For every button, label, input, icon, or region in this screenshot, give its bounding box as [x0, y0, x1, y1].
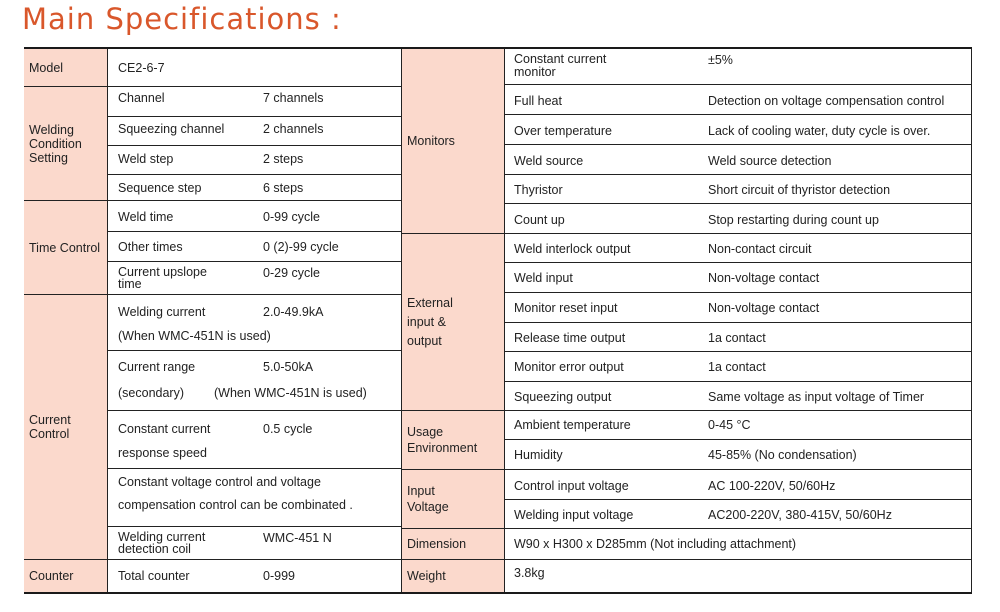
label-current-control: [24, 295, 108, 560]
table-row: [505, 560, 971, 592]
table-row: [108, 295, 401, 351]
label-text: Time Control: [29, 240, 101, 255]
table-row: [505, 204, 971, 234]
table-row: [505, 145, 971, 175]
label-text: Dimension: [407, 537, 467, 551]
row-value: 2 steps: [263, 152, 304, 166]
row-line: compensation control can be combinated .: [118, 498, 353, 512]
row-value: Non-contact circuit: [708, 242, 812, 256]
row-value: W90 x H300 x D285mm (Not including attachment): [514, 537, 797, 551]
row-name: Weld input: [514, 271, 573, 285]
row-name: Thyristor: [514, 183, 563, 197]
label-text: Welding Condition Setting: [29, 122, 82, 165]
row-note: (When WMC-451N is used): [214, 386, 367, 400]
row-name: Ambient temperature: [514, 418, 631, 432]
table-row: [505, 470, 971, 500]
table-row: [505, 382, 971, 411]
row-value: 0-29 cycle: [263, 266, 320, 280]
row-name: Squeezing channel: [118, 122, 225, 136]
row-value: Weld source detection: [708, 154, 832, 168]
row-value: ±5%: [708, 53, 733, 67]
row-value: Stop restarting during count up: [708, 213, 879, 227]
table-row: [505, 234, 971, 263]
row-name: Constant current: [118, 422, 211, 436]
table-row: [108, 87, 401, 117]
label-text: Monitors: [407, 134, 455, 148]
row-sub: response speed: [118, 446, 207, 460]
row-name: Monitor error output: [514, 360, 624, 374]
model-value: CE2-6-7: [118, 61, 165, 75]
label-welding-condition: [24, 87, 108, 201]
table-row: [505, 263, 971, 293]
label-text: Current Control: [29, 413, 71, 441]
spec-table: [24, 47, 972, 594]
table-row: [505, 500, 971, 529]
row-value: 45-85% (No condensation): [708, 448, 857, 462]
row-value: Detection on voltage compensation control: [708, 94, 945, 108]
label-text: External input & output: [407, 295, 453, 348]
row-value: 5.0-50kA: [263, 360, 314, 374]
row-value: 6 steps: [263, 181, 304, 195]
row-value: Non-voltage contact: [708, 271, 820, 285]
row-name: Constant current monitor: [514, 52, 607, 79]
row-name: Full heat: [514, 94, 562, 108]
table-row: [108, 527, 401, 560]
table-row: [505, 293, 971, 323]
row-value: 7 channels: [263, 91, 324, 105]
label-text: Usage Environment: [407, 425, 478, 455]
table-row: [108, 469, 401, 527]
label-text: Input Voltage: [407, 484, 449, 514]
row-value: AC 100-220V, 50/60Hz: [708, 479, 836, 493]
label-dimension: [402, 529, 505, 560]
label-time-control: [24, 201, 108, 295]
label-counter: [24, 560, 108, 592]
row-name: Sequence step: [118, 181, 202, 195]
row-value: Short circuit of thyristor detection: [708, 183, 891, 197]
row-value: 0-99 cycle: [263, 210, 320, 224]
label-input-voltage: [402, 470, 505, 529]
row-name: Welding current detection coil: [118, 530, 206, 556]
row-value: WMC-451 N: [263, 531, 332, 545]
row-name: Channel: [118, 91, 165, 105]
table-row: [108, 117, 401, 146]
row-value: Lack of cooling water, duty cycle is over.: [708, 124, 931, 138]
row-name: Over temperature: [514, 124, 612, 138]
row-name: Count up: [514, 213, 565, 227]
row-name: Welding current: [118, 305, 206, 319]
label-monitors: [402, 49, 505, 234]
row-line: Constant voltage control and voltage: [118, 475, 321, 489]
right-border: [971, 49, 972, 592]
row-value: 0 (2)-99 cycle: [263, 240, 339, 254]
table-row: [108, 351, 401, 411]
row-name: Control input voltage: [514, 479, 629, 493]
table-row: [505, 85, 971, 115]
table-row: [505, 175, 971, 204]
row-value: 0-999: [263, 569, 295, 583]
label-external-io: [402, 234, 505, 411]
table-row: [505, 529, 971, 560]
table-row: [108, 411, 401, 469]
label-text: Model: [29, 60, 64, 75]
row-name: Squeezing output: [514, 390, 612, 404]
row-name: Current range: [118, 360, 196, 374]
row-value: 2.0-49.9kA: [263, 305, 324, 319]
table-row: [108, 49, 401, 87]
table-row: [505, 411, 971, 440]
row-name: Monitor reset input: [514, 301, 618, 315]
row-name: Weld source: [514, 154, 584, 168]
row-value: AC200-220V, 380-415V, 50/60Hz: [708, 508, 892, 522]
label-model: [24, 49, 108, 87]
row-name: Humidity: [514, 448, 563, 462]
page-title: Main Specifications :: [22, 2, 342, 36]
table-row: [108, 201, 401, 232]
row-name: Weld step: [118, 152, 174, 166]
label-weight: [402, 560, 505, 592]
row-name: Other times: [118, 240, 183, 254]
row-value: Non-voltage contact: [708, 301, 820, 315]
row-name: Current upslope time: [118, 265, 207, 291]
row-name: Weld interlock output: [514, 242, 631, 256]
table-row: [505, 440, 971, 470]
row-value: 2 channels: [263, 122, 324, 136]
label-usage-environment: [402, 411, 505, 470]
table-row: [108, 232, 401, 262]
row-value: Same voltage as input voltage of Timer: [708, 390, 925, 404]
table-row: [505, 323, 971, 352]
table-row: [108, 175, 401, 201]
row-value: 0-45 °C: [708, 418, 751, 432]
row-note: (When WMC-451N is used): [118, 329, 271, 343]
row-name: Weld time: [118, 210, 174, 224]
table-row: [108, 560, 401, 592]
table-row: [505, 352, 971, 382]
row-value: 0.5 cycle: [263, 422, 313, 436]
label-text: Weight: [407, 569, 446, 583]
row-value: 3.8kg: [514, 566, 545, 580]
table-row: [505, 49, 971, 85]
table-row: [108, 146, 401, 175]
row-value: 1a contact: [708, 331, 766, 345]
label-text: Counter: [29, 569, 74, 583]
table-row: [505, 115, 971, 145]
row-name: Release time output: [514, 331, 626, 345]
table-row: [108, 262, 401, 295]
row-sub: (secondary): [118, 386, 184, 400]
row-value: 1a contact: [708, 360, 766, 374]
row-name: Total counter: [118, 569, 190, 583]
row-name: Welding input voltage: [514, 508, 634, 522]
